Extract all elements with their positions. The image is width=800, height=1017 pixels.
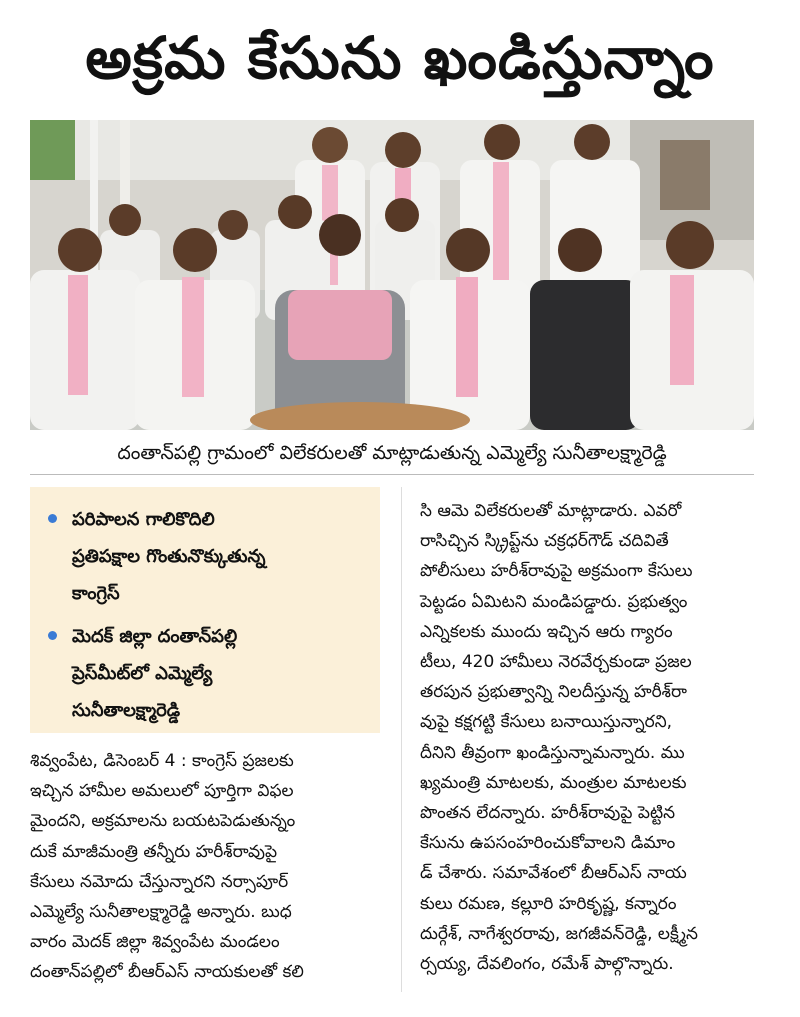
body-line: ర్సయ్య, దేవలింగం, రమేశ్ పాల్గొన్నారు. [420, 954, 674, 975]
bullet-icon [48, 631, 57, 640]
body-line: కేసులు నమోదు చేస్తున్నారని నర్సాపూర్ [30, 871, 289, 892]
body-line: డ్ చేశారు. సమావేశంలో బీఆర్‌ఎస్ నాయ [420, 863, 687, 884]
body-line: వారం మెదక్ జిల్లా శివ్వంపేట మండలం [30, 932, 280, 953]
body-line: రాసిచ్చిన స్క్రిప్ట్‌ను చక్రధర్‌గౌడ్ చదివితే [420, 531, 669, 552]
body-line: దుకే మాజీమంత్రి తన్నీరు హరీశ్‌రావుపై [30, 841, 278, 862]
group-photo [30, 120, 754, 430]
body-line: ఖ్యమంత్రి మాటలకు, మంత్రుల మాటలకు [420, 772, 687, 793]
highlights-box [30, 487, 380, 733]
body-line: శివ్వంపేట, డిసెంబర్ 4 : కాంగ్రెస్ ప్రజలకు [30, 751, 294, 771]
body-line: కులు రమణ, కల్లూరి హరికృష్ణ, కన్నారం [420, 893, 677, 914]
body-line: తరపున ప్రభుత్వాన్ని నిలదీస్తున్న హరీశ్‌రా [420, 682, 687, 703]
article-body-left-column [30, 746, 382, 988]
body-line: వుపై కక్షగట్టి కేసులు బనాయిస్తున్నారని, [420, 712, 673, 733]
body-line: ఎమ్మెల్యే సునీతాలక్ష్మారెడ్డి అన్నారు. బుధ [30, 902, 292, 923]
highlight-line: ప్రెస్‌మీట్‌లో ఎమ్మెల్యే [72, 663, 213, 684]
body-line: సి ఆమె విలేకరులతో మాట్లాడారు. ఎవరో [420, 501, 682, 521]
body-line: టీలు, 420 హామీలు నెరవేర్చకుండా ప్రజల [420, 652, 692, 673]
highlight-line: సునీతాలక్ష్మారెడ్డి [72, 700, 181, 721]
body-line: దీనిని తీవ్రంగా ఖండిస్తున్నామన్నారు. ము [420, 742, 685, 763]
highlight-line: కాంగ్రెస్ [72, 583, 120, 604]
article-body-right-column [420, 496, 756, 979]
body-line: ఎన్నికలకు ముందు ఇచ్చిన ఆరు గ్యారం [420, 621, 673, 642]
body-line: కేసును ఉపసంహరించుకోవాలని డిమాం [420, 833, 676, 854]
highlight-line: ప్రతిపక్షాల గొంతునొక్కుతున్న [72, 546, 266, 567]
bullet-icon [48, 514, 57, 523]
body-line: దంతాన్‌పల్లిలో బీఆర్‌ఎస్ నాయకులతో కలి [30, 962, 304, 983]
body-line: మైందని, అక్రమాలను బయటపెడుతున్నం [30, 811, 296, 832]
highlight-item [40, 501, 372, 612]
body-line: ఇచ్చిన హామీల అమలులో పూర్తిగా విఫల [30, 781, 294, 802]
column-divider [401, 487, 402, 992]
body-line: దుర్గేశ్, నాగేశ్వరరావు, జగజీవన్‌రెడ్డి, లక్ష్మీన [420, 923, 698, 944]
body-line: పెట్టడం ఏమిటని మండిపడ్డారు. ప్రభుత్వం [420, 591, 688, 612]
highlight-line: మెదక్ జిల్లా దంతాన్‌పల్లి [72, 626, 238, 647]
body-line: పొంతన లేదన్నారు. హరీశ్‌రావుపై పెట్టిన [420, 803, 676, 824]
photo-caption: దంతాన్‌పల్లి గ్రామంలో విలేకరులతో మాట్లాడుతున్న ఎమ్మెల్యే సునీతాలక్ష్మారెడ్డి [30, 432, 754, 475]
highlight-item [40, 618, 372, 729]
headline: అక్రమ కేసును ఖండిస్తున్నాం [85, 24, 715, 92]
group-photo-illustration [30, 120, 754, 430]
highlight-line: పరిపాలన గాలికొదిలి [72, 509, 215, 530]
body-line: పోలీసులు హరీశ్‌రావుపై అక్రమంగా కేసులు [420, 561, 693, 582]
